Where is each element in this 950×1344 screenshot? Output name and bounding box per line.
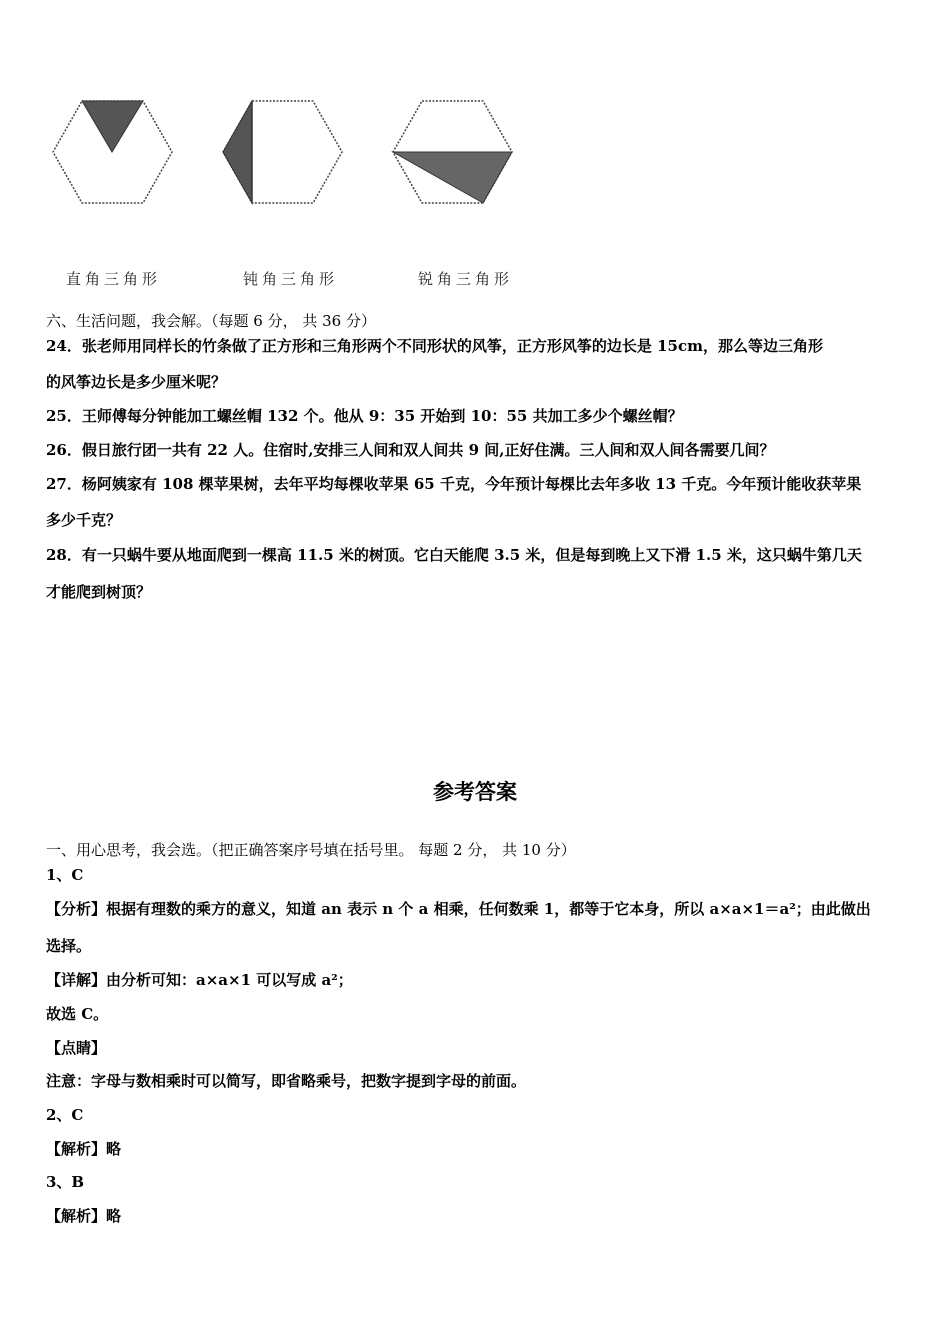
question-28-line2: 才能爬到树顶？ [46, 583, 152, 601]
answer-2-analysis: 【解析】略 [46, 1140, 122, 1158]
answer-1-analysis-line1: 【分析】根据有理数的乘方的意义，知道 an 表示 n 个 a 相乘，任何数乘 1，都等于它本身，所以 a×a×1＝a²；由此做出 [46, 900, 871, 918]
answer-1-choice: 故选 C。 [46, 1005, 109, 1023]
figure-caption-acute: 锐角三角形 [418, 270, 514, 288]
hexagon-figure-acute-triangle [390, 95, 515, 207]
question-27-line1: 27．杨阿姨家有 108 棵苹果树，去年平均每棵收苹果 65 千克，今年预计每棵比去年多收 13 千克。今年预计能收获苹果 [46, 475, 862, 493]
question-24-line1: 24．张老师用同样长的竹条做了正方形和三角形两个不同形状的风筝，正方形风筝的边长是 15cm，那么等边三角形 [46, 337, 823, 355]
answer-3-analysis: 【解析】略 [46, 1207, 122, 1225]
question-26: 26．假日旅行团一共有 22 人。住宿时,安排三人间和双人间共 9 间,正好住满。三人间和双人间各需要几间？ [46, 441, 775, 459]
figure-caption-right: 直角三角形 [66, 270, 162, 288]
hexagon-figure-right-triangle [50, 95, 175, 207]
answer-1-detail: 【详解】由分析可知：a×a×1 可以写成 a²； [46, 971, 353, 989]
answers-title: 参考答案 [433, 780, 517, 804]
answer-3: 3、B [46, 1173, 85, 1191]
question-28-line1: 28．有一只蜗牛要从地面爬到一棵高 11.5 米的树顶。它白天能爬 3.5 米，但是每到晚上又下滑 1.5 米，这只蜗牛第几天 [46, 546, 862, 564]
answer-1: 1、C [46, 866, 84, 884]
hexagon-figure-obtuse-triangle [220, 95, 345, 207]
question-25: 25．王师傅每分钟能加工螺丝帽 132 个。他从 9：35 开始到 10：55 共加工多少个螺丝帽？ [46, 407, 683, 425]
answer-1-comment: 注意：字母与数相乘时可以简写，即省略乘号，把数字提到字母的前面。 [46, 1072, 527, 1090]
question-24-line2: 的风筝边长是多少厘米呢？ [46, 373, 227, 391]
section6-heading: 六、生活问题，我会解。（每题 6 分， 共 36 分） [46, 312, 376, 330]
figure-caption-obtuse: 钝角三角形 [243, 270, 339, 288]
answer-1-comment-label: 【点睛】 [46, 1039, 107, 1057]
answer-2: 2、C [46, 1106, 84, 1124]
answer-1-analysis-line2: 选择。 [46, 937, 92, 955]
question-27-line2: 多少千克？ [46, 511, 122, 529]
answers-section1-heading: 一、用心思考，我会选。（把正确答案序号填在括号里。 每题 2 分， 共 10 分） [46, 841, 576, 859]
